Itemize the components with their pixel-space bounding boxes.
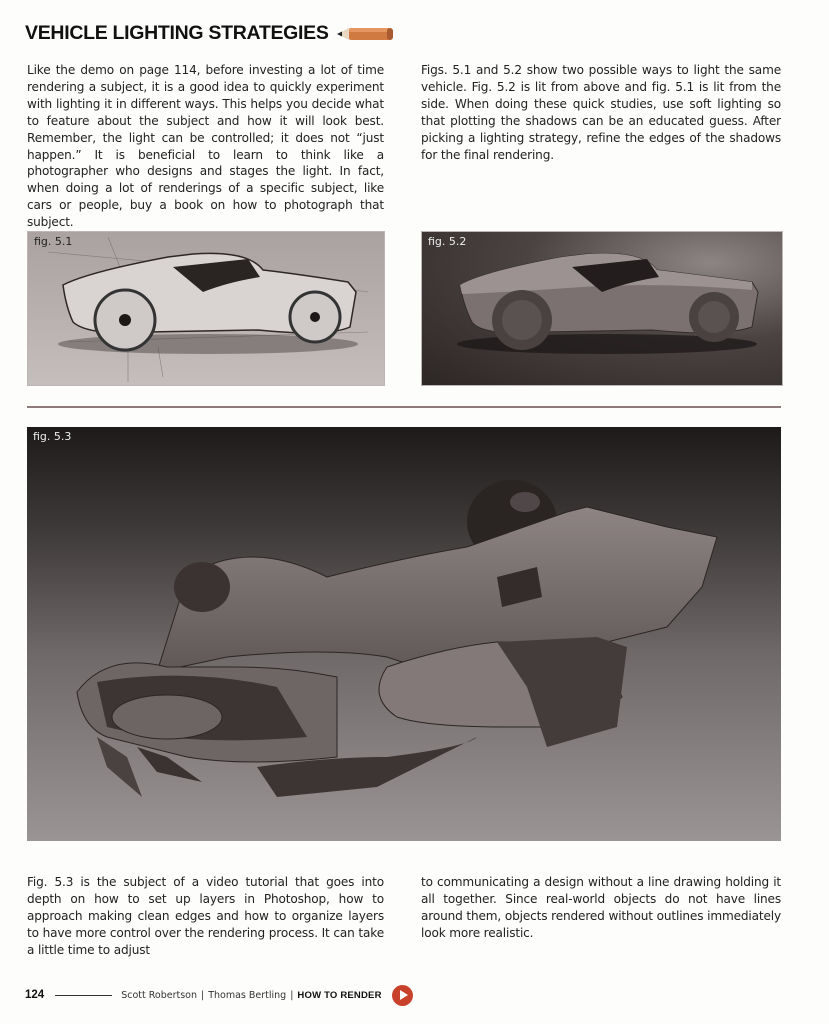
figure-5-1 — [27, 231, 385, 386]
pencil-icon — [337, 26, 395, 42]
play-icon[interactable] — [392, 985, 413, 1006]
footer-separator: | — [290, 989, 294, 1001]
section-divider — [27, 406, 781, 408]
footer-separator: | — [201, 989, 205, 1001]
intro-paragraph-left: Like the demo on page 114, before investing a lot of time rendering a subject, it is a good idea to quickly experiment with lighting it in different ways. This helps you decide what to feature about the subject and how it will look best. Remember, the light can be controlled; it does not “just happen.” It is beneficial to learn to think like a photographer who designs and stages the light. In fact, when doing a lot of renderings of a specific subject, like cars or people, buy a book on how to photograph that subject. — [27, 63, 384, 230]
figure-5-2-label: fig. 5.2 — [428, 235, 467, 248]
figure-5-3-label: fig. 5.3 — [33, 430, 72, 443]
bottom-paragraph-left: Fig. 5.3 is the subject of a video tutorial that goes into depth on how to set up layers in Photoshop, how to approach making clean edges and how to organize layers to have more control over the rendering process. It can take a little time to adjust — [27, 875, 384, 957]
page-number: 124 — [25, 989, 45, 1001]
book-title: HOW TO RENDER — [297, 989, 382, 1001]
side-lit-car-sketch — [28, 232, 384, 385]
intro-paragraph-right: Figs. 5.1 and 5.2 show two possible ways to light the same vehicle. Fig. 5.2 is lit from above and fig. 5.1 is lit from the side. When doing these quick studies, use soft lighting so that plotting the shadows can be an educated guess. After picking a lighting strategy, refine the edges of the shadows for the final rendering. — [421, 63, 781, 162]
figure-5-1-label: fig. 5.1 — [34, 235, 73, 248]
top-lit-car-sketch — [422, 232, 782, 385]
page-footer — [25, 987, 413, 1003]
bottom-paragraph-right: to communicating a design without a line drawing holding it all together. Since real-world objects do not have lines around them, objects rendered without outlines immediately look more realistic. — [421, 875, 781, 940]
title-row — [25, 22, 395, 45]
author-name-2: Thomas Bertling — [208, 989, 287, 1001]
page-title: VEHICLE LIGHTING STRATEGIES — [25, 22, 329, 44]
footer-rule — [55, 995, 112, 996]
author-name-1: Scott Robertson — [121, 989, 197, 1001]
futuristic-vehicle-rendering — [27, 427, 781, 841]
figure-5-3 — [27, 427, 781, 841]
figure-5-2 — [421, 231, 783, 386]
